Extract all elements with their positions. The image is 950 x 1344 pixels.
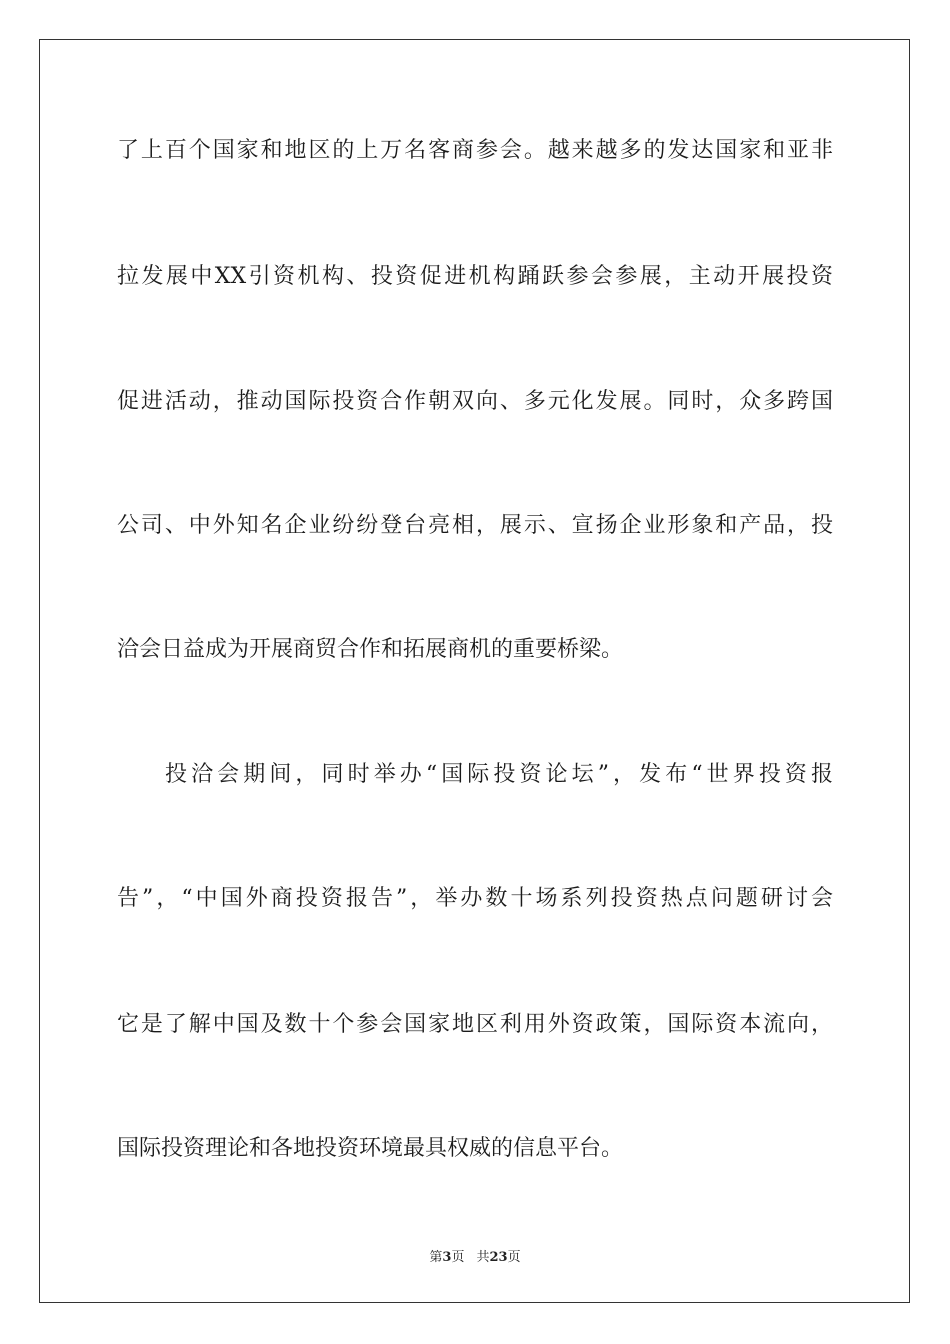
body-text-line-7: 告”，“中国外商投资报告”，举办数十场系列投资热点问题研讨会 [117, 886, 833, 911]
body-text-line-3: 促进活动，推动国际投资合作朝双向、多元化发展。同时，众多跨国 [117, 389, 833, 414]
body-text-line-8: 它是了解中国及数十个参会国家地区利用外资政策，国际资本流向， [117, 1012, 833, 1037]
footer-page-number: 3 [442, 1250, 452, 1265]
body-text-line-4: 公司、中外知名企业纷纷登台亮相，展示、宣扬企业形象和产品，投 [117, 513, 833, 538]
footer-total-suffix: 页 [507, 1250, 521, 1265]
body-text-line-1: 了上百个国家和地区的上万名客商参会。越来越多的发达国家和亚非 [117, 138, 833, 163]
page-footer [0, 1249, 950, 1267]
footer-page-prefix: 第 [429, 1250, 443, 1265]
body-text-line-2: 拉发展中XX引资机构、投资促进机构踊跃参会参展，主动开展投资 [117, 264, 833, 289]
footer-total-pages: 23 [489, 1250, 508, 1265]
body-text-line-6: 投洽会期间，同时举办“国际投资论坛”，发布“世界投资报 [165, 762, 833, 787]
footer-total-prefix: 共 [476, 1250, 490, 1265]
page-border [39, 39, 910, 1303]
footer-page-suffix: 页 [451, 1250, 465, 1265]
body-text-line-5: 洽会日益成为开展商贸合作和拓展商机的重要桥梁。 [117, 637, 624, 662]
body-text-line-9: 国际投资理论和各地投资环境最具权威的信息平台。 [117, 1136, 624, 1161]
